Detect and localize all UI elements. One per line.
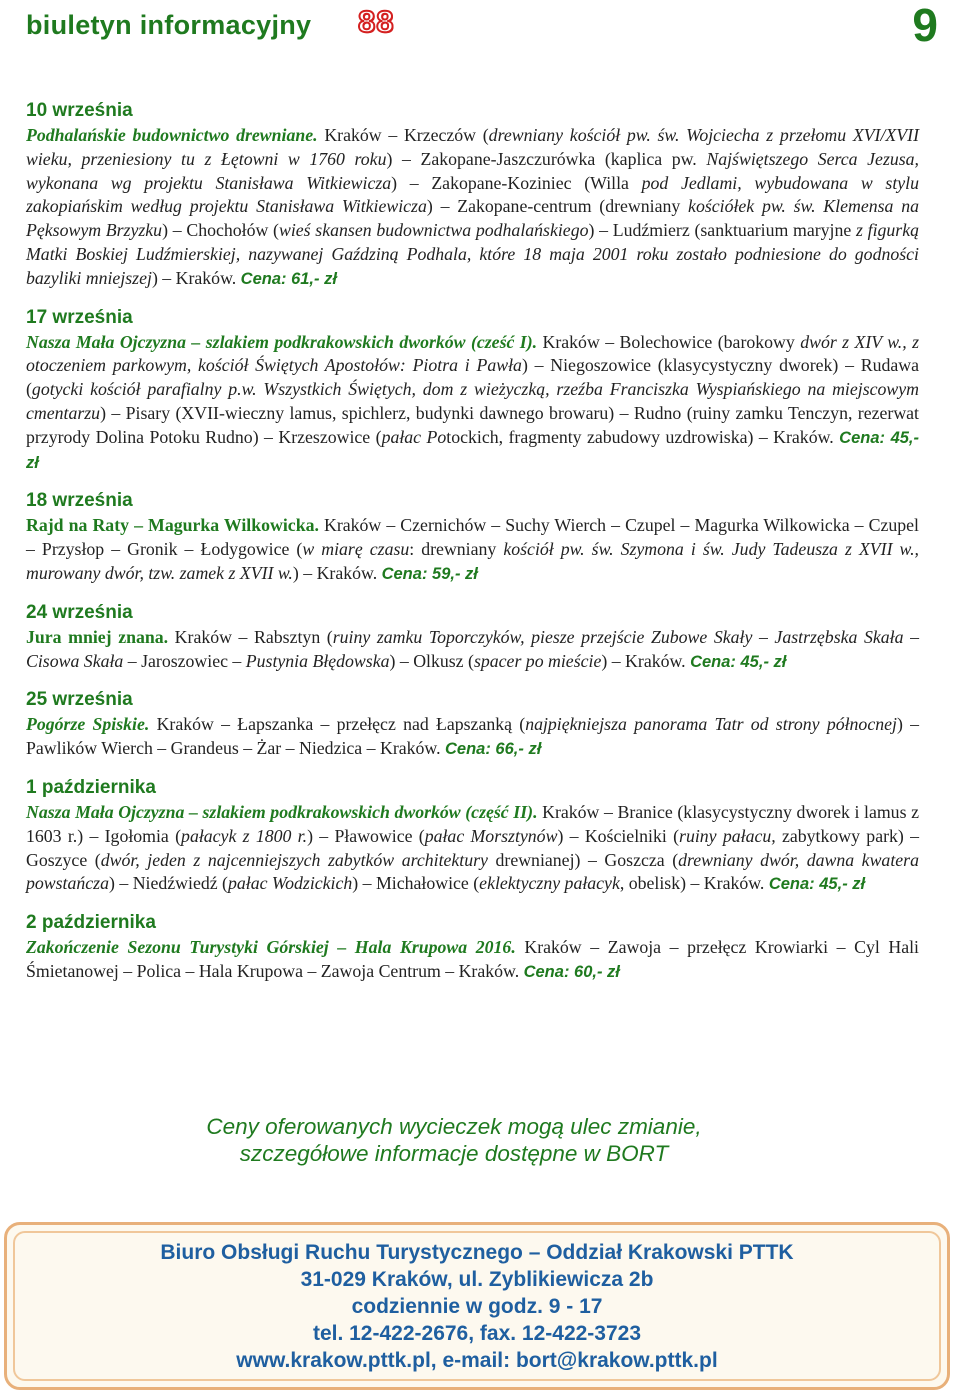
page-number: 9 <box>912 0 938 51</box>
trip-title: Zakończenie Sezonu Turystyki Górskiej – Hala Krupowa 2016. <box>26 937 516 958</box>
trip-description <box>26 331 919 476</box>
trip-price: Cena: 59,- zł <box>381 564 478 583</box>
trip-route-text: : drewniany <box>409 539 504 560</box>
trip-route-text: ruiny zamku Toporczyków, piesze przejście Zubowe Skały – Jastrzębska Skała – Cisowa Skała <box>26 626 919 671</box>
trip-entry <box>26 687 919 762</box>
trip-date: 17 września <box>26 306 133 328</box>
trip-route-text: Kraków – Zawoja – przełęcz Krowiarki – Cyl Hali Śmietanowej – Polica – Hala Krupowa – Zawoja Centrum – Kraków. <box>26 937 919 981</box>
trip-route-text: ) – Niegoszowice (klasycystyczny dworek) – Rudawa ( <box>26 355 920 400</box>
trip-route-text: tockich, fragmenty zabudowy uzdrowiska) – Kraków. <box>446 426 840 447</box>
trip-route-text: ) – Zakopane-centrum (drewniany <box>426 196 689 217</box>
trip-entry <box>26 910 919 985</box>
trip-route-text: ) – Michałowice ( <box>352 873 480 894</box>
trip-title: Pogórze Spiskie. <box>26 714 150 735</box>
notice-line-1: Ceny oferowanych wycieczek mogą ulec zmianie, <box>206 1114 702 1139</box>
office-contact-box <box>4 1222 950 1390</box>
trip-title: Jura mniej znana. <box>26 626 169 647</box>
trip-route-text: eklektyczny pałacyk <box>479 873 620 894</box>
trip-route-text: drewnianej) – Goszcza ( <box>487 849 679 870</box>
trip-route-text: – Jaroszowiec – <box>123 650 246 671</box>
trip-route-text: ) – Zakopane-Jaszczurówka (kaplica pw. <box>386 148 707 169</box>
trip-route-text: zabytkowy park) – Goszyce ( <box>26 825 919 870</box>
trip-route-text: Kraków – Bolechowice (barokowy <box>537 331 801 352</box>
office-hours: codziennie w godz. 9 - 17 <box>351 1295 603 1318</box>
trip-route-text: gotycki kościół parafialny p.w. Wszystkich Świętych, dom z wieżyczką, rzeźba Franciszka Wyspiańskiego na miejscowym cmentarzu <box>26 379 919 423</box>
trip-entry <box>26 600 919 675</box>
trip-price: Cena: 45,- zł <box>26 428 920 472</box>
trip-date: 2 października <box>26 912 156 934</box>
trip-description <box>26 713 919 762</box>
trip-description <box>26 626 919 675</box>
trip-entry <box>26 305 919 476</box>
trip-route-text: ) – Olkusz ( <box>389 650 474 671</box>
trip-route-text: najpiękniejsza panorama Tatr od strony północnej <box>525 714 897 735</box>
trip-route-text: Kraków – Czernichów – Suchy Wierch – Czupel – Magurka Wilkowicka – Czupel – Przysłop – Gronik – Łodygowice ( <box>26 515 919 560</box>
trip-route-text: ) – Kraków. <box>151 267 241 288</box>
trip-price: Cena: 45,- zł <box>690 652 787 671</box>
page-header <box>26 0 938 60</box>
trip-route-text: ) – Ludźmierz (sanktuarium maryjne <box>588 220 856 241</box>
trip-list <box>26 98 919 998</box>
trip-route-text: ) – Kraków. <box>601 650 691 671</box>
trip-date: 24 września <box>26 601 133 623</box>
trip-route-text: w miarę czasu <box>302 539 410 560</box>
trip-route-text: Kraków – Krzeczów ( <box>317 125 489 145</box>
trip-route-text: Kraków – Branice (klasycystyczny dworek i lamus z 1603 r.) – Igołomia ( <box>26 801 919 846</box>
notice-line-2: szczegółowe informacje dostępne w BORT <box>239 1141 669 1166</box>
trip-description <box>26 801 919 897</box>
trip-route-text: z figurką Matki Boskiej Ludźmierskiej, nazywanej Gaździną Podhala, które 18 maja 2001 roku zostało podniesione do godności bazyliki mniejszej <box>26 220 920 288</box>
bulletin-title: biuletyn informacyjny <box>26 10 312 40</box>
trip-description <box>26 124 919 292</box>
trip-route-text: Najświętszego Serca Jezusa, wykonana wg projektu Stanisława Witkiewicza <box>26 148 920 193</box>
trip-route-text: dwór z XIV w., z otoczeniem parkowym, kościół Świętych Apostołów: Piotra i Pawła <box>26 331 920 376</box>
trip-entry <box>26 488 919 586</box>
office-address: 31-029 Kraków, ul. Zyblikiewicza 2b <box>300 1268 654 1291</box>
trip-date: 25 września <box>26 689 133 711</box>
trip-route-text: ) – Kraków. <box>292 562 382 583</box>
trip-route-text: pod Jedlami, wybudowana w stylu zakopiańskim według projektu Stanisława Witkiewicza <box>26 172 920 217</box>
trip-route-text: kościół pw. św. Szymona i św. Judy Tadeusza z XVII w., murowany dwór, tzw. zamek z XVII w. <box>26 539 919 583</box>
trip-route-text: spacer po mieście <box>473 650 602 671</box>
trip-route-text: drewniany kościół pw. św. Wojciecha z przełomu XVI/XVII wieku, przeniesiony tu z Łętowni w 1760 roku <box>26 125 919 169</box>
trip-title: Nasza Mała Ojczyzna – szlakiem podkrakowskich dworków (część II). <box>26 801 538 822</box>
trip-entry <box>26 98 919 292</box>
trip-title: Nasza Mała Ojczyzna – szlakiem podkrakowskich dworków (cześć I). <box>26 331 538 352</box>
trip-date: 1 października <box>26 776 156 798</box>
trip-date: 10 września <box>26 100 133 121</box>
trip-route-text: ) – Pawlików Wierch – Grandeus – Żar – Niedzica – Kraków. <box>26 714 919 759</box>
trip-route-text: ) – Niedźwiedź ( <box>109 873 228 894</box>
trip-route-text: wieś skansen budownictwa podhalańskiego <box>278 220 589 241</box>
trip-price: Cena: 61,- zł <box>240 269 337 288</box>
trip-route-text: ) – Chochołów ( <box>162 220 279 241</box>
trip-route-text: Kraków – Rabsztyn ( <box>168 626 333 647</box>
trip-description <box>26 514 919 586</box>
trip-route-text: dwór, jeden z najcenniejszych zabytków architektury <box>100 849 488 870</box>
trip-route-text: ) – Pławowice ( <box>307 825 425 846</box>
issue-number: 88 <box>358 4 395 39</box>
trip-route-text: , obelisk) – Kraków. <box>619 873 769 894</box>
trip-route-text: Pustynia Błędowska <box>245 650 390 671</box>
trip-route-text: ruiny pałacu, <box>679 825 776 846</box>
trip-price: Cena: 45,- zł <box>768 875 866 894</box>
trip-route-text: pałacyk z 1800 r. <box>181 825 308 846</box>
trip-route-text: kościółek pw. św. Klemensa na Pęksowym Brzyzku <box>26 196 919 241</box>
trip-route-text: pałac Po <box>381 426 447 447</box>
trip-route-text: drewniany dwór, dawna kwatera powstańcza <box>26 849 919 894</box>
trip-route-text: pałac Wodzickich <box>227 873 353 894</box>
trip-price: Cena: 60,- zł <box>523 962 620 981</box>
trip-route-text: pałac Morsztynów <box>424 825 558 846</box>
trip-route-text: ) – Pisary (XVII-wieczny lamus, spichlerz, budynki dawnego browaru) – Rudno (ruiny zamku Tenczyn, rezerwat przyrody Dolina Potoku Rudno) – Krzeszowice ( <box>26 402 919 447</box>
office-web-email: www.krakow.pttk.pl, e-mail: bort@krakow.pttk.pl <box>236 1349 718 1372</box>
trip-price: Cena: 66,- zł <box>445 740 542 759</box>
trip-title: Rajd na Raty – Magurka Wilkowicka. <box>26 515 319 536</box>
trip-entry <box>26 775 919 897</box>
trip-title: Podhalańskie budownictwo drewniane. <box>26 125 318 145</box>
office-phone: tel. 12-422-2676, fax. 12-422-3723 <box>312 1322 642 1345</box>
price-notice <box>0 1113 960 1167</box>
trip-route-text: Kraków – Łapszanka – przełęcz nad Łapszanką ( <box>149 714 526 735</box>
trip-route-text: ) – Zakopane-Koziniec (Willa <box>391 172 642 193</box>
trip-route-text: ) – Kościelniki ( <box>557 825 680 846</box>
trip-description <box>26 936 919 985</box>
office-name: Biuro Obsługi Ruchu Turystycznego – Oddział Krakowski PTTK <box>160 1241 794 1264</box>
trip-date: 18 września <box>26 490 133 512</box>
